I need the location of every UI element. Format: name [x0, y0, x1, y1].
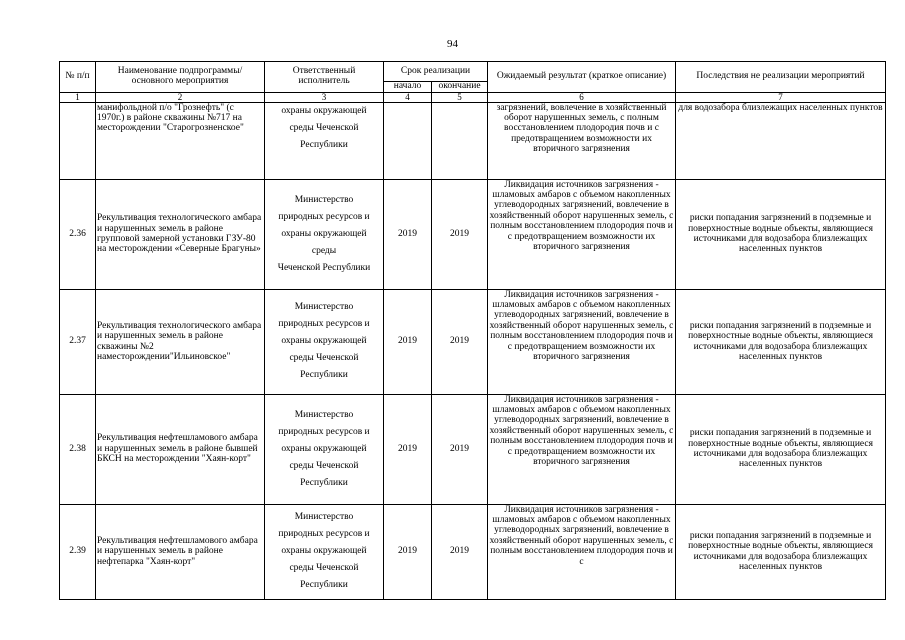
responsible-line: охраны окружающей: [281, 443, 367, 454]
header-name: Наименование подпрограммы/ основного мероприятия: [96, 62, 265, 93]
responsible-executor: [265, 504, 384, 599]
column-number: 7: [676, 92, 886, 102]
responsible-line: охраны окружающей: [281, 336, 367, 346]
start-year: 2019: [384, 289, 432, 394]
responsible-line: среды Чеченской: [289, 460, 359, 471]
responsible-executor: [265, 102, 384, 179]
header-row: [60, 62, 886, 82]
expected-result: Ликвидация источников загрязнения - шламовых амбаров с объемом накопленных углеводородных загрязнений, вовлечение в хозяйственный оборот нарушенных земель, с полным восстановлением плодородия почв и с: [488, 504, 676, 599]
responsible-line: Министерство: [294, 302, 354, 312]
responsible-line: Республики: [300, 370, 348, 380]
responsible-line: Республики: [300, 477, 348, 488]
consequences: риски попадания загрязнений в подземные и поверхностные водные объекты, являющиеся источниками для водозабора близлежащих населенных пунктов: [676, 289, 886, 394]
header-start: начало: [384, 82, 432, 93]
row-number: 2.36: [60, 179, 96, 289]
row-number: 2.38: [60, 394, 96, 504]
consequences: для водозабора близлежащих населенных пунктов: [676, 102, 886, 179]
responsible-line: Министерство: [294, 409, 354, 420]
header-result: Ожидаемый результат (краткое описание): [488, 62, 676, 93]
end-year: 2019: [432, 394, 488, 504]
responsible-executor: [265, 394, 384, 504]
start-year: 2019: [384, 394, 432, 504]
responsible-line: охраны окружающей: [281, 546, 367, 556]
header-responsible: Ответственный исполнитель: [265, 62, 384, 93]
header-num: № п/п: [60, 62, 96, 93]
row-number: [60, 102, 96, 179]
consequences: риски попадания загрязнений в подземные и поверхностные водные объекты, являющиеся источниками для водозабора близлежащих населенных пунктов: [676, 504, 886, 599]
end-year: 2019: [432, 289, 488, 394]
responsible-line: среды Чеченской: [289, 563, 359, 573]
expected-result: загрязнений, вовлечение в хозяйственный оборот нарушенных земель, с полным восстановлением плодородия почв и с предотвращением возможности их вторичного загрязнения: [488, 102, 676, 179]
column-number: 1: [60, 92, 96, 102]
column-number: 6: [488, 92, 676, 102]
responsible-line: природных ресурсов и: [278, 319, 370, 329]
column-numbers-row: [60, 92, 886, 102]
responsible-line: Республики: [300, 139, 348, 150]
start-year: 2019: [384, 179, 432, 289]
consequences: риски попадания загрязнений в подземные и поверхностные водные объекты, являющиеся источниками для водозабора близлежащих населенных пунктов: [676, 179, 886, 289]
activity-name: Рекультивация технологического амбара и нарушенных земель в районе скважины №2 наместорождении"Ильиновское": [96, 289, 265, 394]
end-year: 2019: [432, 504, 488, 599]
responsible-line: Чеченской Республики: [277, 262, 371, 273]
table-row: [60, 394, 886, 504]
responsible-line: среды Чеченской: [289, 122, 359, 133]
row-number: 2.39: [60, 504, 96, 599]
responsible-line: среды Чеченской: [289, 353, 359, 363]
end-year: [432, 102, 488, 179]
responsible-line: природных ресурсов и: [278, 426, 370, 437]
column-number: 2: [96, 92, 265, 102]
activity-name: Рекультивация нефтешламового амбара и нарушенных земель в районе бывшей БКСН на месторождении "Хаян-корт": [96, 394, 265, 504]
expected-result: Ликвидация источников загрязнения - шламовых амбаров с объемом накопленных углеводородных загрязнений, вовлечение в хозяйственный оборот нарушенных земель, с полным восстановлением плодородия почв и с предотвращением возможности их вторичного загрязнения: [488, 289, 676, 394]
responsible-executor: [265, 289, 384, 394]
activity-name: манифольдной п/о "Грознефть" (с 1970г.) в районе скважины №717 на месторождении "Старогрозненское": [96, 102, 265, 179]
expected-result: Ликвидация источников загрязнения - шламовых амбаров с объемом накопленных углеводородных загрязнений, вовлечение в хозяйственный оборот нарушенных земель, с полным восстановлением плодородия почв и с предотвращением возможности их вторичного загрязнения: [488, 394, 676, 504]
table-row: [60, 179, 886, 289]
column-number: 3: [265, 92, 384, 102]
responsible-line: среды: [311, 245, 337, 256]
start-year: 2019: [384, 504, 432, 599]
program-table: [59, 61, 886, 600]
responsible-line: Министерство: [294, 512, 354, 522]
table-row: [60, 504, 886, 599]
header-term: Срок реализации: [384, 62, 488, 82]
start-year: [384, 102, 432, 179]
table-row: [60, 102, 886, 179]
table-row: [60, 289, 886, 394]
column-number: 4: [384, 92, 432, 102]
page-number: 94: [447, 38, 458, 50]
expected-result: Ликвидация источников загрязнения - шламовых амбаров с объемом накопленных углеводородных загрязнений, вовлечение в хозяйственный оборот нарушенных земель, с полным восстановлением плодородия почв и с предотвращением возможности их вторичного загрязнения: [488, 179, 676, 289]
responsible-executor: [265, 179, 384, 289]
responsible-line: природных ресурсов и: [278, 211, 370, 222]
end-year: 2019: [432, 179, 488, 289]
responsible-line: охраны окружающей: [281, 228, 367, 239]
responsible-line: Республики: [300, 580, 348, 590]
activity-name: Рекультивация нефтешламового амбара и нарушенных земель в районе нефтепарка "Хаян-корт": [96, 504, 265, 599]
responsible-line: охраны окружающей: [281, 105, 367, 116]
header-end: окончание: [432, 82, 488, 93]
responsible-line: Министерство: [294, 194, 354, 205]
responsible-line: природных ресурсов и: [278, 529, 370, 539]
header-consequences: Последствия не реализации мероприятий: [676, 62, 886, 93]
activity-name: Рекультивация технологического амбара и нарушенных земель в районе групповой замерной установки ГЗУ-80 на месторождении «Северные Брагуны»: [96, 179, 265, 289]
row-number: 2.37: [60, 289, 96, 394]
consequences: риски попадания загрязнений в подземные и поверхностные водные объекты, являющиеся источниками для водозабора близлежащих населенных пунктов: [676, 394, 886, 504]
column-number: 5: [432, 92, 488, 102]
